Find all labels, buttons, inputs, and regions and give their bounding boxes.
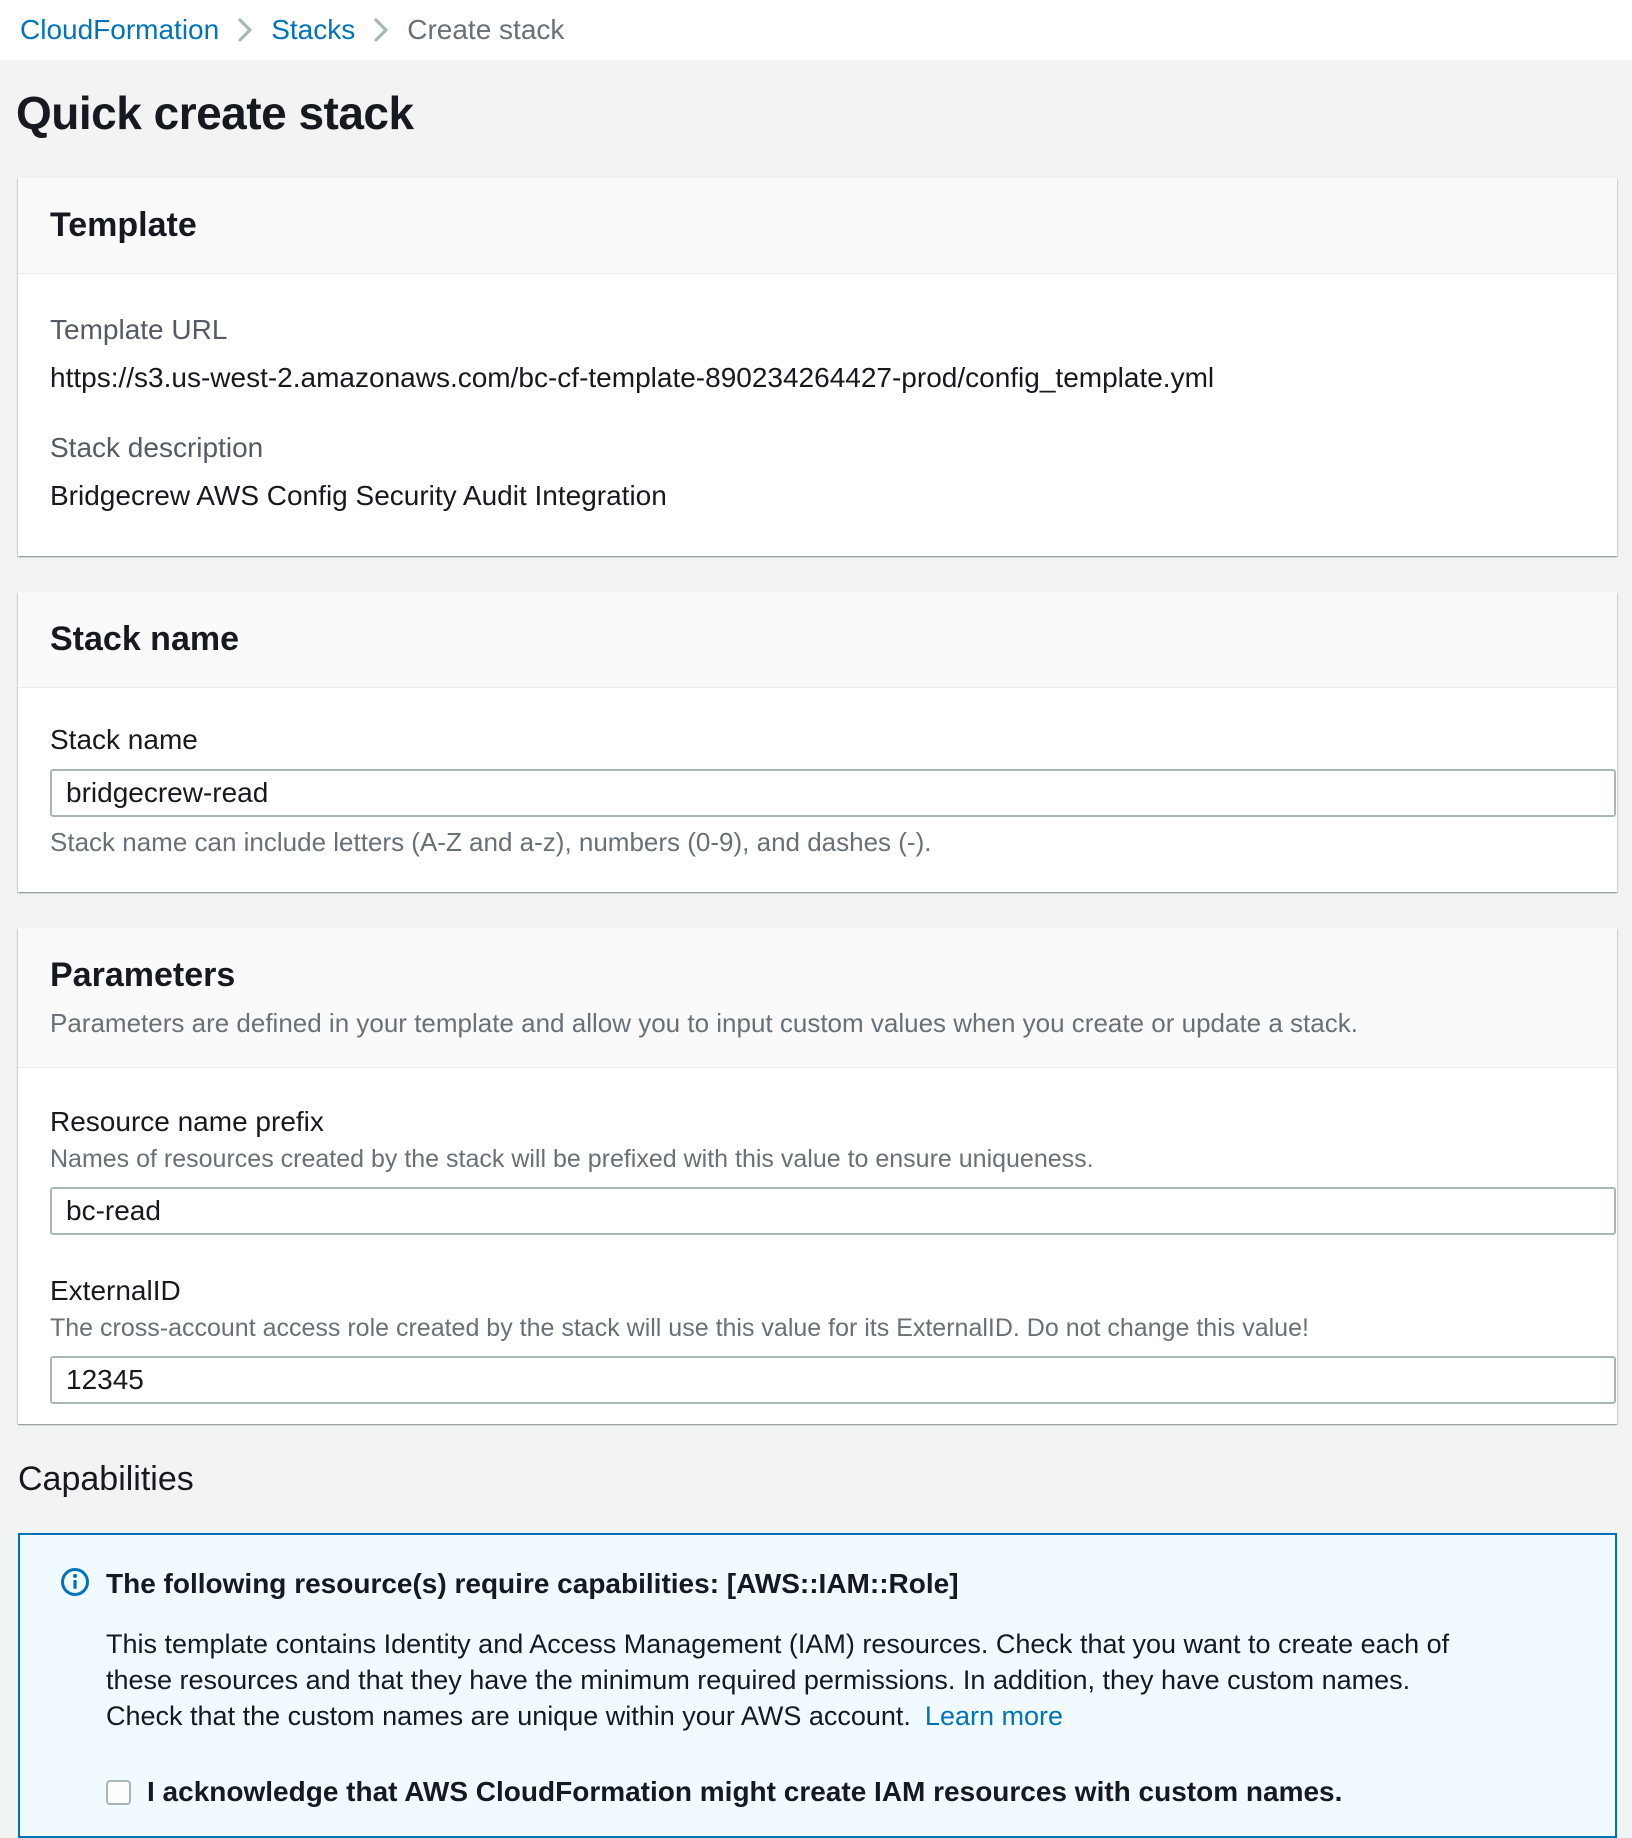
template-url-group [50, 314, 1597, 394]
breadcrumb-link-cloudformation[interactable]: CloudFormation [20, 14, 220, 45]
parameters-section-description: Parameters are defined in your template and allow you to input custom values when you create or update a stack. [50, 1008, 1358, 1038]
externalid-description: The cross-account access role created by the stack will use this value for its ExternalID. Do not change this value! [50, 1314, 1309, 1342]
info-circle-icon [60, 1567, 90, 1602]
stack-description-value: Bridgecrew AWS Config Security Audit Integration [50, 480, 667, 511]
parameters-section-title: Parameters [50, 956, 236, 994]
alert-body-text: This template contains Identity and Access Management (IAM) resources. Check that you want to create each of these resources and that they have the minimum required permissions. In addition, they have custom names. Check that the custom names are unique within your AWS account. [106, 1629, 1450, 1731]
stack-name-hint: Stack name can include letters (A-Z and a-z), numbers (0-9), and dashes (-). [50, 827, 932, 857]
stack-name-field-label: Stack name [50, 724, 198, 755]
breadcrumb-current-create-stack: Create stack [407, 14, 565, 45]
template-url-value: https://s3.us-west-2.amazonaws.com/bc-cf-template-890234264427-prod/config_template.yml [50, 362, 1215, 393]
template-card-body [18, 274, 1617, 556]
alert-body [106, 1626, 1476, 1734]
parameters-card [18, 928, 1617, 1424]
template-section-title: Template [50, 206, 197, 244]
alert-heading: The following resource(s) require capabilities: [AWS::IAM::Role] [106, 1568, 959, 1599]
stack-name-card-body [18, 688, 1617, 892]
template-card-header [18, 178, 1617, 274]
acknowledge-checkbox[interactable] [106, 1780, 131, 1805]
resource-name-prefix-label: Resource name prefix [50, 1106, 324, 1137]
externalid-input[interactable] [50, 1356, 1616, 1404]
learn-more-link[interactable]: Learn more [924, 1701, 1063, 1731]
breadcrumb-bar [0, 0, 1632, 60]
breadcrumb [20, 14, 564, 46]
chevron-right-icon [237, 18, 253, 42]
resource-name-prefix-description: Names of resources created by the stack will be prefixed with this value to ensure uniqueness. [50, 1145, 1094, 1173]
page-title: Quick create stack [16, 87, 414, 139]
capabilities-alert [18, 1533, 1617, 1838]
alert-content [106, 1567, 1476, 1808]
acknowledge-label: I acknowledge that AWS CloudFormation might create IAM resources with custom names. [147, 1776, 1343, 1807]
parameter-field-resource-name-prefix [50, 1106, 1597, 1235]
chevron-right-icon [373, 18, 389, 42]
parameters-card-body [18, 1068, 1617, 1424]
stack-description-group [50, 432, 1597, 512]
externalid-label: ExternalID [50, 1275, 181, 1306]
acknowledge-row [106, 1776, 1476, 1808]
resource-name-prefix-input[interactable] [50, 1187, 1616, 1235]
capabilities-title: Capabilities [18, 1460, 194, 1498]
stack-name-card [18, 592, 1617, 892]
template-card [18, 178, 1617, 556]
stack-description-label: Stack description [50, 432, 264, 463]
stack-name-input[interactable] [50, 769, 1616, 817]
breadcrumb-link-stacks[interactable]: Stacks [271, 14, 356, 45]
template-url-label: Template URL [50, 314, 228, 345]
parameters-card-header [18, 928, 1617, 1068]
stack-name-card-header [18, 592, 1617, 688]
parameter-field-externalid [50, 1275, 1597, 1404]
stack-name-section-title: Stack name [50, 620, 239, 658]
